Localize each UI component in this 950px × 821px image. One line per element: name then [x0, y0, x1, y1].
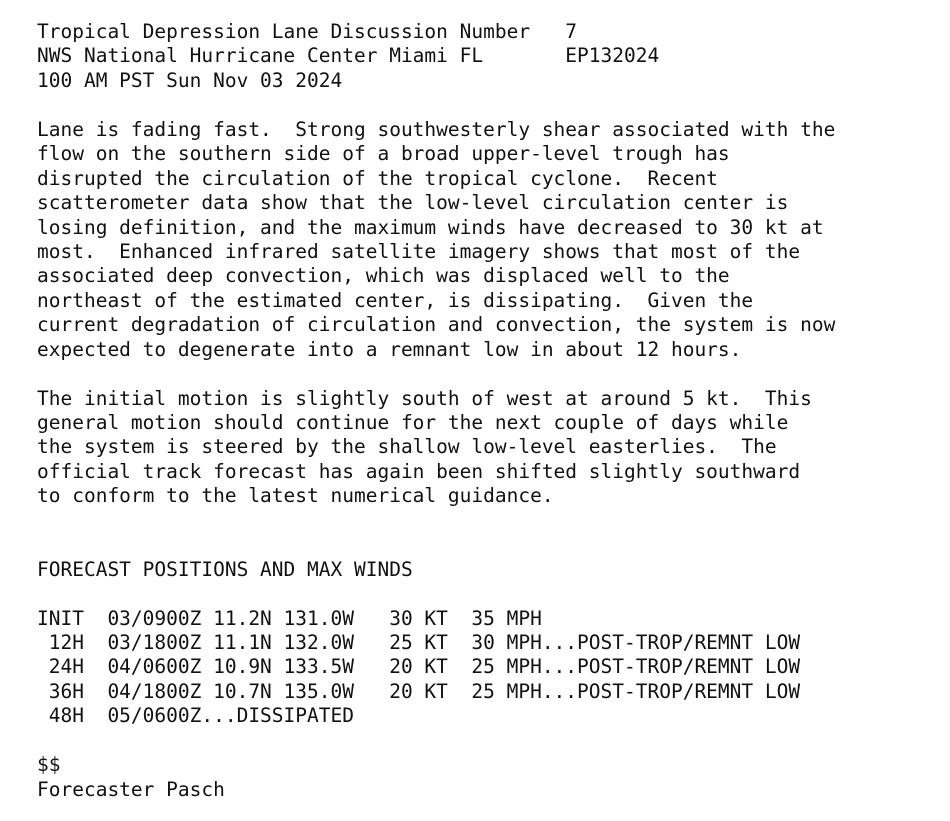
paragraph-line: flow on the southern side of a broad upper-level trough has	[37, 142, 730, 166]
spacer	[37, 93, 942, 117]
paragraph-line: scatterometer data show that the low-level circulation center is	[37, 191, 789, 215]
spacer	[37, 729, 942, 753]
paragraph-line: expected to degenerate into a remnant low in about 12 hours.	[37, 337, 742, 361]
paragraph-line: official track forecast has again been shifted slightly southward	[37, 459, 801, 483]
spacer	[37, 582, 942, 606]
paragraph-line: northeast of the estimated center, is dissipating. Given the	[37, 288, 754, 312]
paragraph-line: losing definition, and the maximum winds have decreased to 30 kt at	[37, 215, 824, 239]
discussion-paragraph-1	[37, 118, 942, 362]
forecast-row: 24H 04/0600Z 10.9N 133.5W 20 KT 25 MPH...POST-TROP/REMNT LOW	[37, 655, 801, 679]
paragraph-line: general motion should continue for the next couple of days while	[37, 411, 789, 434]
forecaster-signature: Forecaster Pasch	[37, 777, 225, 801]
forecast-section	[37, 558, 942, 729]
end-marker: $$	[37, 753, 61, 777]
paragraph-line: The initial motion is slightly south of west at around 5 kt. This	[37, 386, 812, 410]
header-issue-time: 100 AM PST Sun Nov 03 2024	[37, 68, 343, 92]
discussion-document	[37, 20, 942, 802]
discussion-paragraph-2	[37, 387, 942, 509]
paragraph-line: Lane is fading fast. Strong southwesterly shear associated with the	[37, 117, 836, 141]
paragraph-line: to conform to the latest numerical guidance.	[37, 484, 554, 508]
forecast-row: INIT 03/0900Z 11.2N 131.0W 30 KT 35 MPH	[37, 606, 542, 630]
header-title: Tropical Depression Lane Discussion Number 7	[37, 20, 578, 43]
paragraph-line: the system is steered by the shallow low-level easterlies. The	[37, 435, 777, 459]
header-office: NWS National Hurricane Center Miami FL EP132024	[37, 44, 660, 68]
forecast-row: 36H 04/1800Z 10.7N 135.0W 20 KT 25 MPH...POST-TROP/REMNT LOW	[37, 679, 801, 703]
paragraph-line: most. Enhanced infrared satellite imagery shows that most of the	[37, 239, 801, 263]
paragraph-line: disrupted the circulation of the tropical cyclone. Recent	[37, 166, 718, 190]
paragraph-line: associated deep convection, which was displaced well to the	[37, 264, 730, 288]
forecast-row: 12H 03/1800Z 11.1N 132.0W 25 KT 30 MPH...POST-TROP/REMNT LOW	[37, 630, 801, 654]
spacer	[37, 509, 942, 533]
spacer	[37, 533, 942, 557]
forecast-heading: FORECAST POSITIONS AND MAX WINDS	[37, 557, 413, 581]
forecast-row: 48H 05/0600Z...DISSIPATED	[37, 704, 354, 728]
paragraph-line: current degradation of circulation and convection, the system is now	[37, 313, 836, 337]
spacer	[37, 362, 942, 386]
